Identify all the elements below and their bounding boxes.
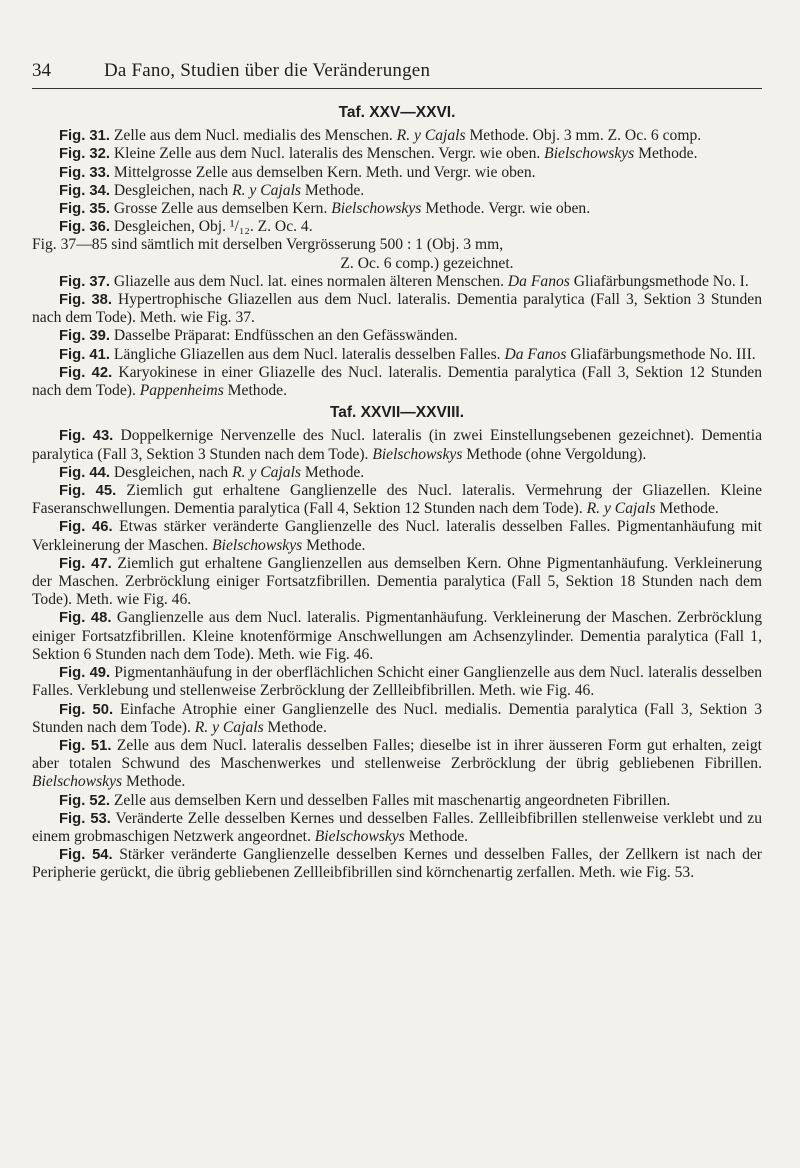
figure-number: Fig. 34. [59,182,110,199]
figure-legend-entry [32,846,762,882]
figure-legend-entry [32,327,762,345]
legend-text: Mittelgrosse Zelle aus demselben Kern. Meth. und Vergr. wie oben. [109,163,536,181]
figure-legend-entry [32,364,762,400]
legend-text: Methode. [263,718,327,736]
legend-text: Methode. [300,181,365,199]
figure-number: Fig. 43. [59,428,114,445]
legend-text: Dasselbe Präparat: Endfüsschen an den Gefässwänden. [109,327,458,345]
figure-number: Fig. 45. [59,483,117,500]
figure-number: Fig. 33. [59,164,110,181]
legend-text: Veränderte Zelle desselben Kernes und desselben Falles. Zellleibfibrillen stellenweise verklebt und zu einem grobmaschigen Netzwerk angeordnet. [32,809,762,845]
legend-text: Methode. [404,827,469,845]
legend-text: Methode. [634,145,698,163]
legend-text: Zelle aus dem Nucl. lateralis desselben Falles; dieselbe ist in ihrer äusseren Form gut erhalten, zeigt aber totalen Schwund des Maschenwerkes und stellenweise Zerbröcklung der übrig gebliebenen Fibrillen. [32,736,762,773]
legend-text: Desgleichen, Obj. ¹/₁₂. Z. Oc. 4. [109,218,313,236]
legend-text: Methode. [302,536,366,554]
figure-number: Fig. 52. [59,792,110,809]
figure-legend-entry [32,464,762,482]
legend-text: Pigmentanhäufung in der oberflächlichen Schicht einer Ganglienzelle aus dem Nucl. lateralis desselben Falles. Verklebung und stellenweise Zerbröcklung der Zellleibfibrillen. Meth. wie Fig. 46. [32,664,762,700]
legend-text: Hypertrophische Gliazellen aus dem Nucl. lateralis. Dementia paralytica (Fall 3, Sektion 3 Stunden nach dem Tode). Meth. wie Fig. 37. [32,291,762,327]
figure-number: Fig. 48. [59,610,112,627]
legend-text: Desgleichen, nach [109,181,233,199]
legend-text: Ganglienzelle aus dem Nucl. lateralis. Pigmentanhäufung. Verkleinerung der Maschen. Zerbröcklung einiger Fortsatzfibrillen. Kleine knotenförmige Anschwellungen am Achsenzylinder. Dementia paralytica (Fall 1, Sektion 6 Stunden nach dem Tode). Meth. wie Fig. 46. [32,609,762,663]
figure-number: Fig. 41. [59,346,110,363]
figure-legend-entry [32,482,762,518]
figure-legend-entry [32,291,762,327]
method-author-name: R. y Cajals [232,181,301,199]
method-author-name: Bielschowskys [331,200,422,218]
legend-text: Ziemlich gut erhaltene Ganglienzellen aus demselben Kern. Ohne Pigmentanhäufung. Verkleinerung der Maschen. Zerbröcklung einiger Fortsatzfibrillen. Dementia paralytica (Fall 5, Sektion 18 Stunden nach dem Tode). Meth. wie Fig. 46. [32,554,762,609]
legend-text: Einfache Atrophie einer Ganglienzelle des Nucl. medialis. Dementia paralytica (Fall 3, Sektion 3 Stunden nach dem Tode). [32,700,762,736]
method-author-name: Bielschowskys [372,445,463,463]
legend-text: Längliche Gliazellen aus dem Nucl. lateralis desselben Falles. [109,345,505,363]
figure-number: Fig. 35. [59,201,110,218]
figure-number: Fig. 36. [59,219,110,236]
figure-number: Fig. 39. [59,328,110,345]
figure-legend-entry [32,164,762,182]
figure-number: Fig. 51. [59,737,112,754]
running-head: Da Fano, Studien über die Veränderungen [104,60,431,81]
figure-legend-entry [32,200,762,218]
figure-legend-entry [32,182,762,200]
legend-text: Methode (ohne Vergoldung). [462,445,647,463]
page-number: 34 [32,60,51,81]
legend-text: Etwas stärker veränderte Ganglienzelle des Nucl. lateralis desselben Falles. Pigmentanhäufung mit Verkleinerung der Maschen. [32,518,762,554]
method-author-name: Pappenheims [139,382,224,400]
legend-continuation: Z. Oc. 6 comp.) gezeichnet. [340,254,514,272]
legend-text: Zelle aus dem Nucl. medialis des Menschen. [109,127,397,145]
method-author-name: Bielschowskys [314,827,405,845]
figure-number: Fig. 31. [59,128,110,145]
figure-number: Fig. 38. [59,292,113,309]
legend-text: Zelle aus demselben Kern und desselben Falles mit maschenartig angeordneten Fibrillen. [109,791,671,809]
method-author-name: R. y Cajals [194,718,264,736]
legend-text: Desgleichen, nach [109,463,233,481]
method-author-name: Bielschowskys [32,773,123,791]
figure-legend-entry [32,145,762,163]
method-author-name: Bielschowskys [544,145,635,163]
figure-number: Fig. 50. [59,701,114,718]
legend-text: Methode. [223,382,287,400]
legend-text: Methode. [122,773,186,791]
method-author-name: R. y Cajals [586,500,656,518]
legend-text: Karyokinese in einer Gliazelle des Nucl. lateralis. Dementia paralytica (Fall 3, Sektion 12 Stunden nach dem Tode). [32,363,763,400]
figure-number: Fig. 42. [59,364,113,381]
figure-number: Fig. 53. [59,810,111,827]
figure-legend-entry [32,427,762,463]
legend-text: sind sämtlich mit derselben Vergrösserung 500 : 1 (Obj. 3 mm, [107,236,504,254]
figure-number: Fig. 37. [59,273,110,290]
figure-legend-entry [32,737,762,792]
legend-text: Methode. Vergr. wie oben. [421,200,591,218]
method-author-name: Da Fanos [504,345,567,363]
plate-section-title: Taf. XXV—XXVI. [338,104,456,121]
legend-text: Methode. Obj. 3 mm. Z. Oc. 6 comp. [465,127,702,145]
figure-number: Fig. 49. [59,665,111,682]
legend-text: Doppelkernige Nervenzelle des Nucl. lateralis (in zwei Einstellungsebenen gezeichnet). Dementia paralytica (Fall 3, Sektion 3 Stunden nach dem Tode). [32,427,762,463]
legend-text: Kleine Zelle aus dem Nucl. lateralis des Menschen. Vergr. wie oben. [109,145,545,163]
figure-legend-entry [32,346,762,364]
figure-legend-entry [32,792,762,810]
figure-legend-entry [32,518,762,554]
figure-legend-entry [32,236,762,254]
method-author-name: R. y Cajals [396,127,466,145]
legend-text: Methode. [300,463,365,481]
legend-text: Stärker veränderte Ganglienzelle desselben Kernes und desselben Falles, der Zellkern ist nach der Peripherie gerückt, die übrig gebliebenen Zellleibfibrillen sind körnchenartig zerfallen. Meth. wie Fig. 53. [32,846,762,882]
figure-number: Fig. 37—85 [32,236,108,254]
figure-number: Fig. 46. [59,519,113,536]
method-author-name: R. y Cajals [232,463,301,481]
figure-legend-entry [32,810,762,846]
method-author-name: Da Fanos [507,272,570,290]
figure-number: Fig. 32. [59,146,110,163]
figure-legend-list [32,102,762,883]
page-header [32,58,762,89]
legend-text: Grosse Zelle aus demselben Kern. [109,200,332,218]
figure-number: Fig. 44. [59,464,110,481]
method-author-name: Bielschowskys [212,536,303,554]
figure-number: Fig. 47. [59,555,112,572]
legend-text: Ziemlich gut erhaltene Ganglienzelle des Nucl. lateralis. Vermehrung der Gliazellen. Kleine Faseranschwellungen. Dementia paralytica (Fall 4, Sektion 12 Stunden nach dem Tode). [32,482,763,518]
figure-legend-entry [32,701,762,737]
legend-text: Methode. [655,500,719,518]
legend-text: Gliafärbungsmethode No. I. [569,272,749,290]
figure-legend-entry [32,609,762,664]
figure-legend-entry [32,127,762,145]
legend-text: Gliazelle aus dem Nucl. lat. eines normalen älteren Menschen. [109,272,508,290]
figure-legend-entry [32,218,762,236]
plate-section-title: Taf. XXVII—XXVIII. [329,404,465,422]
figure-legend-entry [32,664,762,700]
figure-legend-entry [32,273,762,291]
legend-text: Gliafärbungsmethode No. III. [566,345,756,363]
figure-number: Fig. 54. [59,847,113,864]
figure-legend-entry [32,555,762,610]
